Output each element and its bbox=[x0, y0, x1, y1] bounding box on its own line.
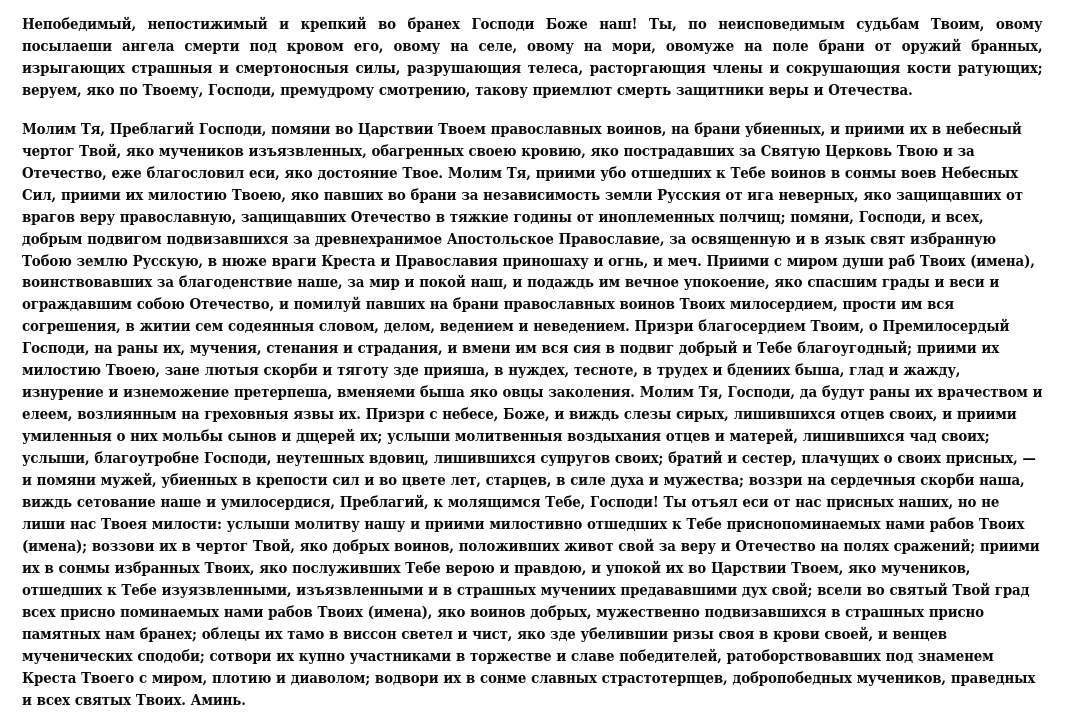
paragraph-1: Непобедимый, непостижимый и крепкий во бранех Господи Боже наш! Ты, по неисповедимым судьбам Твоим, овому посылаеши ангела смерти под кровом его, овому на селе, овому на мори, овомуже на поле брани от оружий бранных, изрыгающих страшныя и смертоносныя силы, разрушающия телеса, расторгающия члены и сокрушающия кости ратующих; веруем, яко по Твоему, Господи, премудрому смотрению, такову приемлют смерть защитники веры и Отечества. bbox=[22, 15, 1043, 99]
prayer-body bbox=[22, 14, 1042, 712]
paragraph-2: Молим Тя, Преблагий Господи, помяни во Царствии Твоем православных воинов, на брани убиенных, и приими их в небесный чертог Твой, яко мучеников изъязвленных, обагренных своею кровию, яко пострадавших за Святую Церковь Твою и за Отечество, еже благословил еси, яко достояние Твое. Молим Тя, приими убо отшедших к Тебе воинов в сонмы воев Небесных Сил, приими их милостию Твоею, яко павших во брани за независимость земли Русския от ига неверных, яко защищавших от врагов веру православную, защищавших Отечество в тяжкие годины от иноплеменных полчищ; помяни, Господи, и всех, добрым подвигом подвизавшихся за древнехранимое Апостольское Православие, за освященную и в язык свят избранную Тобою землю Русскую, в нюже враги Креста и Православия приношаху и огнь, и меч. Приими с миром души раб Твоих (имена), воинствовавших за благоденствие наше, за мир и покой наш, и подаждь им вечное упокоение, яко спасшим грады и веси и ограждавшим собою Отечество, и помилуй павших на брани православных воинов Твоих милосердием, прости им вся согрешения, в житии сем содеянныя словом, делом, ведением и неведением. Призри благосердием Твоим, о Премилосердый Господи, на раны их, мучения, стенания и страдания, и вмени им вся сия в подвиг добрый и Тебе благоугодный; приими их милостию Твоею, зане лютыя скорби и тяготу зде прияша, в нуждех, тесноте, в трудех и бдениих быша, глад и жажду, изнурение и изнеможение претерпеша, вменяеми быша яко овцы заколения. Молим Тя, Господи, да будут раны их врачеством и елеем, возлиянным на греховныя язвы их. Призри с небесе, Боже, и виждь слезы сирых, лишившихся отцев своих, и приими умиленныя о них мольбы сынов и дщерей их; услыши молитвенныя воздыхания отцев и матерей, лишившихся чад своих; услыши, благоутробне Господи, неутешных вдовиц, лишившихся супругов своих; братий и сестер, плачущих о своих присных, — и помяни мужей, убиенных в крепости сил и во цвете лет, старцев, в силе духа и мужества; воззри на сердечныя скорби наша, виждь сетование наше и умилосердися, Преблагий, к молящимся Тебе, Господи! Ты отъял еси от нас присных наших, но не лиши нас Твоея милости: услыши молитву нашу и приими милостивно отшедших к Тебе приснопоминаемых нами рабов Твоих (имена); воззови их в чертог Твой, яко добрых воинов, положивших живот свой за веру и Отечество на полях сражений; приими их в сонмы избранных Твоих, яко послуживших Тебе верою и правдою, и упокой их во Царствии Твоем, яко мучеников, отшедших к Тебе изуязвленными, изъязвленными и в страшных мучениих предававшими дух свой; всели во святый Твой град всех присно поминаемых нами рабов Твоих (имена), яко воинов добрых, мужественно подвизавшихся в страшных присно памятных нам бранех; облецы их тамо в виссон светел и чист, яко зде убелившии ризы своя в крови своей, и венцев мученических сподоби; сотвори их купно участниками в торжестве и славе победителей, ратоборствовавших под знаменем Креста Твоего с миром, плотию и диаволом; водвори их в сонме славных страстотерпцев, добропобедных мучеников, праведных и всех святых Твоих. Аминь. bbox=[22, 119, 1043, 709]
